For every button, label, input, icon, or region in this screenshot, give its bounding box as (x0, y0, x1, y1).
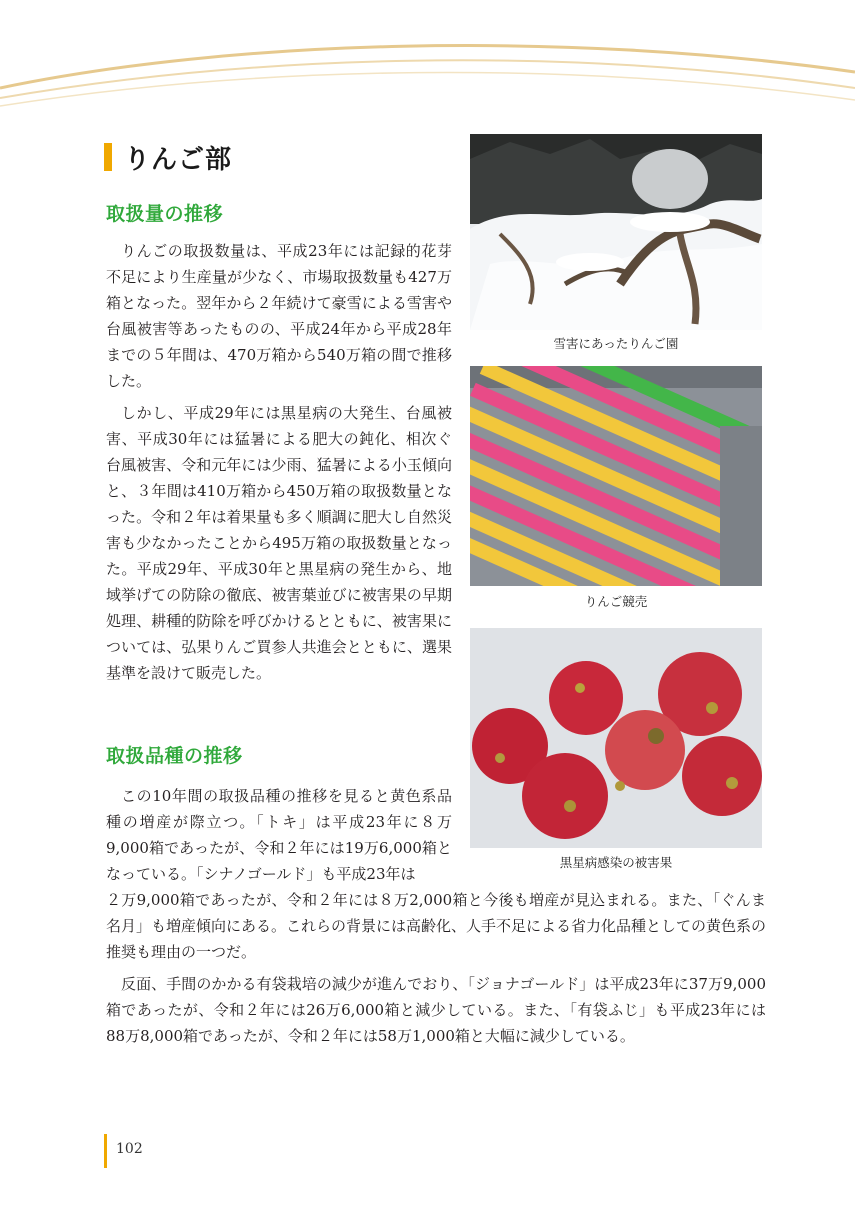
paragraph-varieties-2: 反面、手間のかかる有袋栽培の減少が進んでおり、「ジョナゴールド」は平成23年に37万9,000箱であったが、令和２年には26万6,000箱と減少している。また、「有袋ふじ」も平成23年には88万8,000箱であったが、令和２年には58万1,000箱と大幅に減少している。 (106, 975, 766, 1045)
paragraph-varieties-1b: ２万9,000箱であったが、令和２年には８万2,000箱と今後も増産が見込まれる。また、「ぐんま名月」も増産傾向にある。これらの背景には高齢化、人手不足による省力化品種としての黄色系の推奨も理由の一つだ。 (106, 891, 767, 961)
photo-scab-damaged-apples (470, 628, 762, 848)
caption-photo2: りんご競売 (584, 594, 648, 609)
photo-snow-damaged-orchard (470, 134, 762, 330)
title-accent-bar (104, 143, 112, 171)
photo-apple-auction (470, 366, 762, 586)
subhead-varieties: 取扱品種の推移 (106, 745, 243, 767)
page-number-bar (104, 1134, 107, 1168)
section-title-text: りんご部 (124, 144, 233, 175)
caption-photo3: 黒星病感染の被害果 (559, 855, 673, 870)
paragraph-volume-2: しかし、平成29年には黒星病の大発生、台風被害、平成30年には猛暑による肥大の鈍化、相次ぐ台風被害、令和元年には少雨、猛暑による小玉傾向と、３年間は410万箱から450万箱の取扱数量となった。令和２年は着果量も多く順調に肥大し自然災害も少なかったことから495万箱の取扱数量となった。平成29年、平成30年と黒星病の発生から、地域挙げての防除の徹底、被害葉並びに被害果の早期処理、耕種的防除を呼びかけるとともに、被害果については、弘果りんご買参人共進会とともに、選果基準を設けて販売した。 (106, 404, 452, 682)
caption-photo1: 雪害にあったりんご園 (553, 336, 679, 351)
header-decoration (0, 0, 855, 130)
paragraph-volume-1: りんごの取扱数量は、平成23年には記録的花芽不足により生産量が少なく、市場取扱数量も427万箱となった。翌年から２年続けて豪雪による雪害や台風被害等あったものの、平成24年から平成28年までの５年間は、470万箱から540万箱の間で推移した。 (106, 242, 452, 390)
section-title (104, 142, 233, 175)
paragraph-varieties-1a: この10年間の取扱品種の推移を見ると黄色系品種の増産が際立つ。「トキ」は平成23年に８万9,000箱であったが、令和２年には19万6,000箱となっている。「シナノゴールド」も平成23年は (106, 787, 452, 883)
subhead-volume: 取扱量の推移 (106, 203, 224, 225)
page-number: 102 (116, 1141, 143, 1157)
